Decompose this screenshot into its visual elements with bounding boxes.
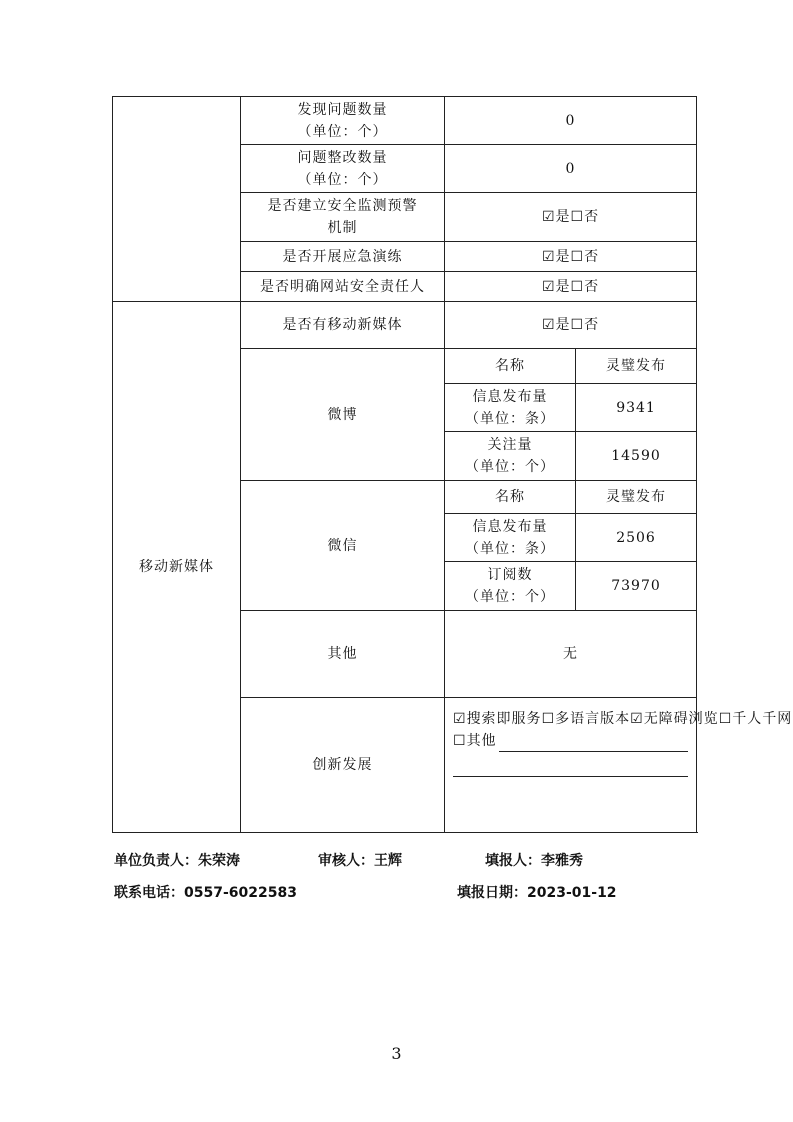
no-checkbox[interactable]: ☐	[570, 209, 585, 225]
table-row	[113, 302, 697, 349]
accessibility-checkbox-checked[interactable]: ☑	[630, 711, 644, 727]
mobile-section-label: 移动新媒体	[113, 302, 241, 833]
wechat-subs-value: 73970	[576, 562, 697, 611]
innovation-fill-line[interactable]	[453, 752, 688, 777]
yes-checkbox-checked[interactable]: ☑	[541, 209, 556, 225]
unit-head: 单位负责人：朱荣涛	[114, 853, 240, 869]
weibo-label: 微博	[241, 349, 445, 481]
innovation-section-label: 创新发展	[241, 698, 445, 833]
has-media-label: 是否有移动新媒体	[241, 302, 445, 349]
issues-fixed-label: 问题整改数量 （单位：个）	[241, 145, 445, 193]
issues-found-label: 发现问题数量 （单位：个）	[241, 97, 445, 145]
other-media-value: 无	[445, 611, 697, 698]
weibo-name-value: 灵璧发布	[576, 349, 697, 384]
fill-date: 填报日期：2023-01-12	[457, 885, 617, 901]
wechat-name-label: 名称	[445, 481, 576, 514]
reviewer: 审核人：王辉	[318, 853, 402, 869]
monitoring-choice: ☑是☐否	[445, 193, 697, 242]
no-checkbox[interactable]: ☐	[570, 248, 585, 265]
innovation-options-line: ☑搜索即服务☐多语言版本☑无障碍浏览☐千人千网	[453, 711, 793, 727]
drill-label: 是否开展应急演练	[241, 242, 445, 272]
weibo-posts-label: 信息发布量 （单位：条）	[445, 384, 576, 432]
has-media-choice: ☑是☐否	[445, 302, 697, 349]
multilang-checkbox[interactable]: ☐	[541, 711, 556, 727]
drill-choice: ☑是☐否	[445, 242, 697, 272]
wechat-label: 微信	[241, 481, 445, 611]
wechat-subs-label: 订阅数 （单位：个）	[445, 562, 576, 611]
weibo-name-label: 名称	[445, 349, 576, 384]
page-number: 3	[391, 1044, 402, 1063]
other-fill-line[interactable]	[499, 733, 688, 752]
weibo-follow-label: 关注量 （单位：个）	[445, 432, 576, 481]
table-row	[113, 97, 697, 145]
weibo-posts-value: 9341	[576, 384, 697, 432]
wechat-posts-label: 信息发布量 （单位：条）	[445, 514, 576, 562]
security-section-cell	[113, 97, 241, 302]
issues-found-value: 0	[445, 97, 697, 145]
yes-checkbox-checked[interactable]: ☑	[541, 317, 556, 333]
yes-checkbox-checked[interactable]: ☑	[541, 278, 556, 295]
other-checkbox[interactable]: ☐	[453, 733, 467, 749]
other-media-label: 其他	[241, 611, 445, 698]
innovation-options	[445, 698, 793, 833]
filler: 填报人：李雅秀	[485, 853, 583, 869]
responsible-label: 是否明确网站安全责任人	[241, 272, 445, 302]
innovation-other-line: ☐ 其他	[453, 730, 690, 752]
monitoring-label: 是否建立安全监测预警 机制	[241, 193, 445, 242]
wechat-posts-value: 2506	[576, 514, 697, 562]
no-checkbox[interactable]: ☐	[570, 317, 585, 333]
wechat-name-value: 灵璧发布	[576, 481, 697, 514]
weibo-follow-value: 14590	[576, 432, 697, 481]
personalized-checkbox[interactable]: ☐	[718, 711, 733, 727]
yes-checkbox-checked[interactable]: ☑	[541, 248, 556, 265]
report-table	[112, 96, 793, 833]
search-service-checkbox-checked[interactable]: ☑	[453, 711, 467, 727]
responsible-choice: ☑是☐否	[445, 272, 697, 302]
no-checkbox[interactable]: ☐	[570, 278, 585, 295]
issues-fixed-value: 0	[445, 145, 697, 193]
contact-phone: 联系电话：0557-6022583	[114, 885, 297, 901]
